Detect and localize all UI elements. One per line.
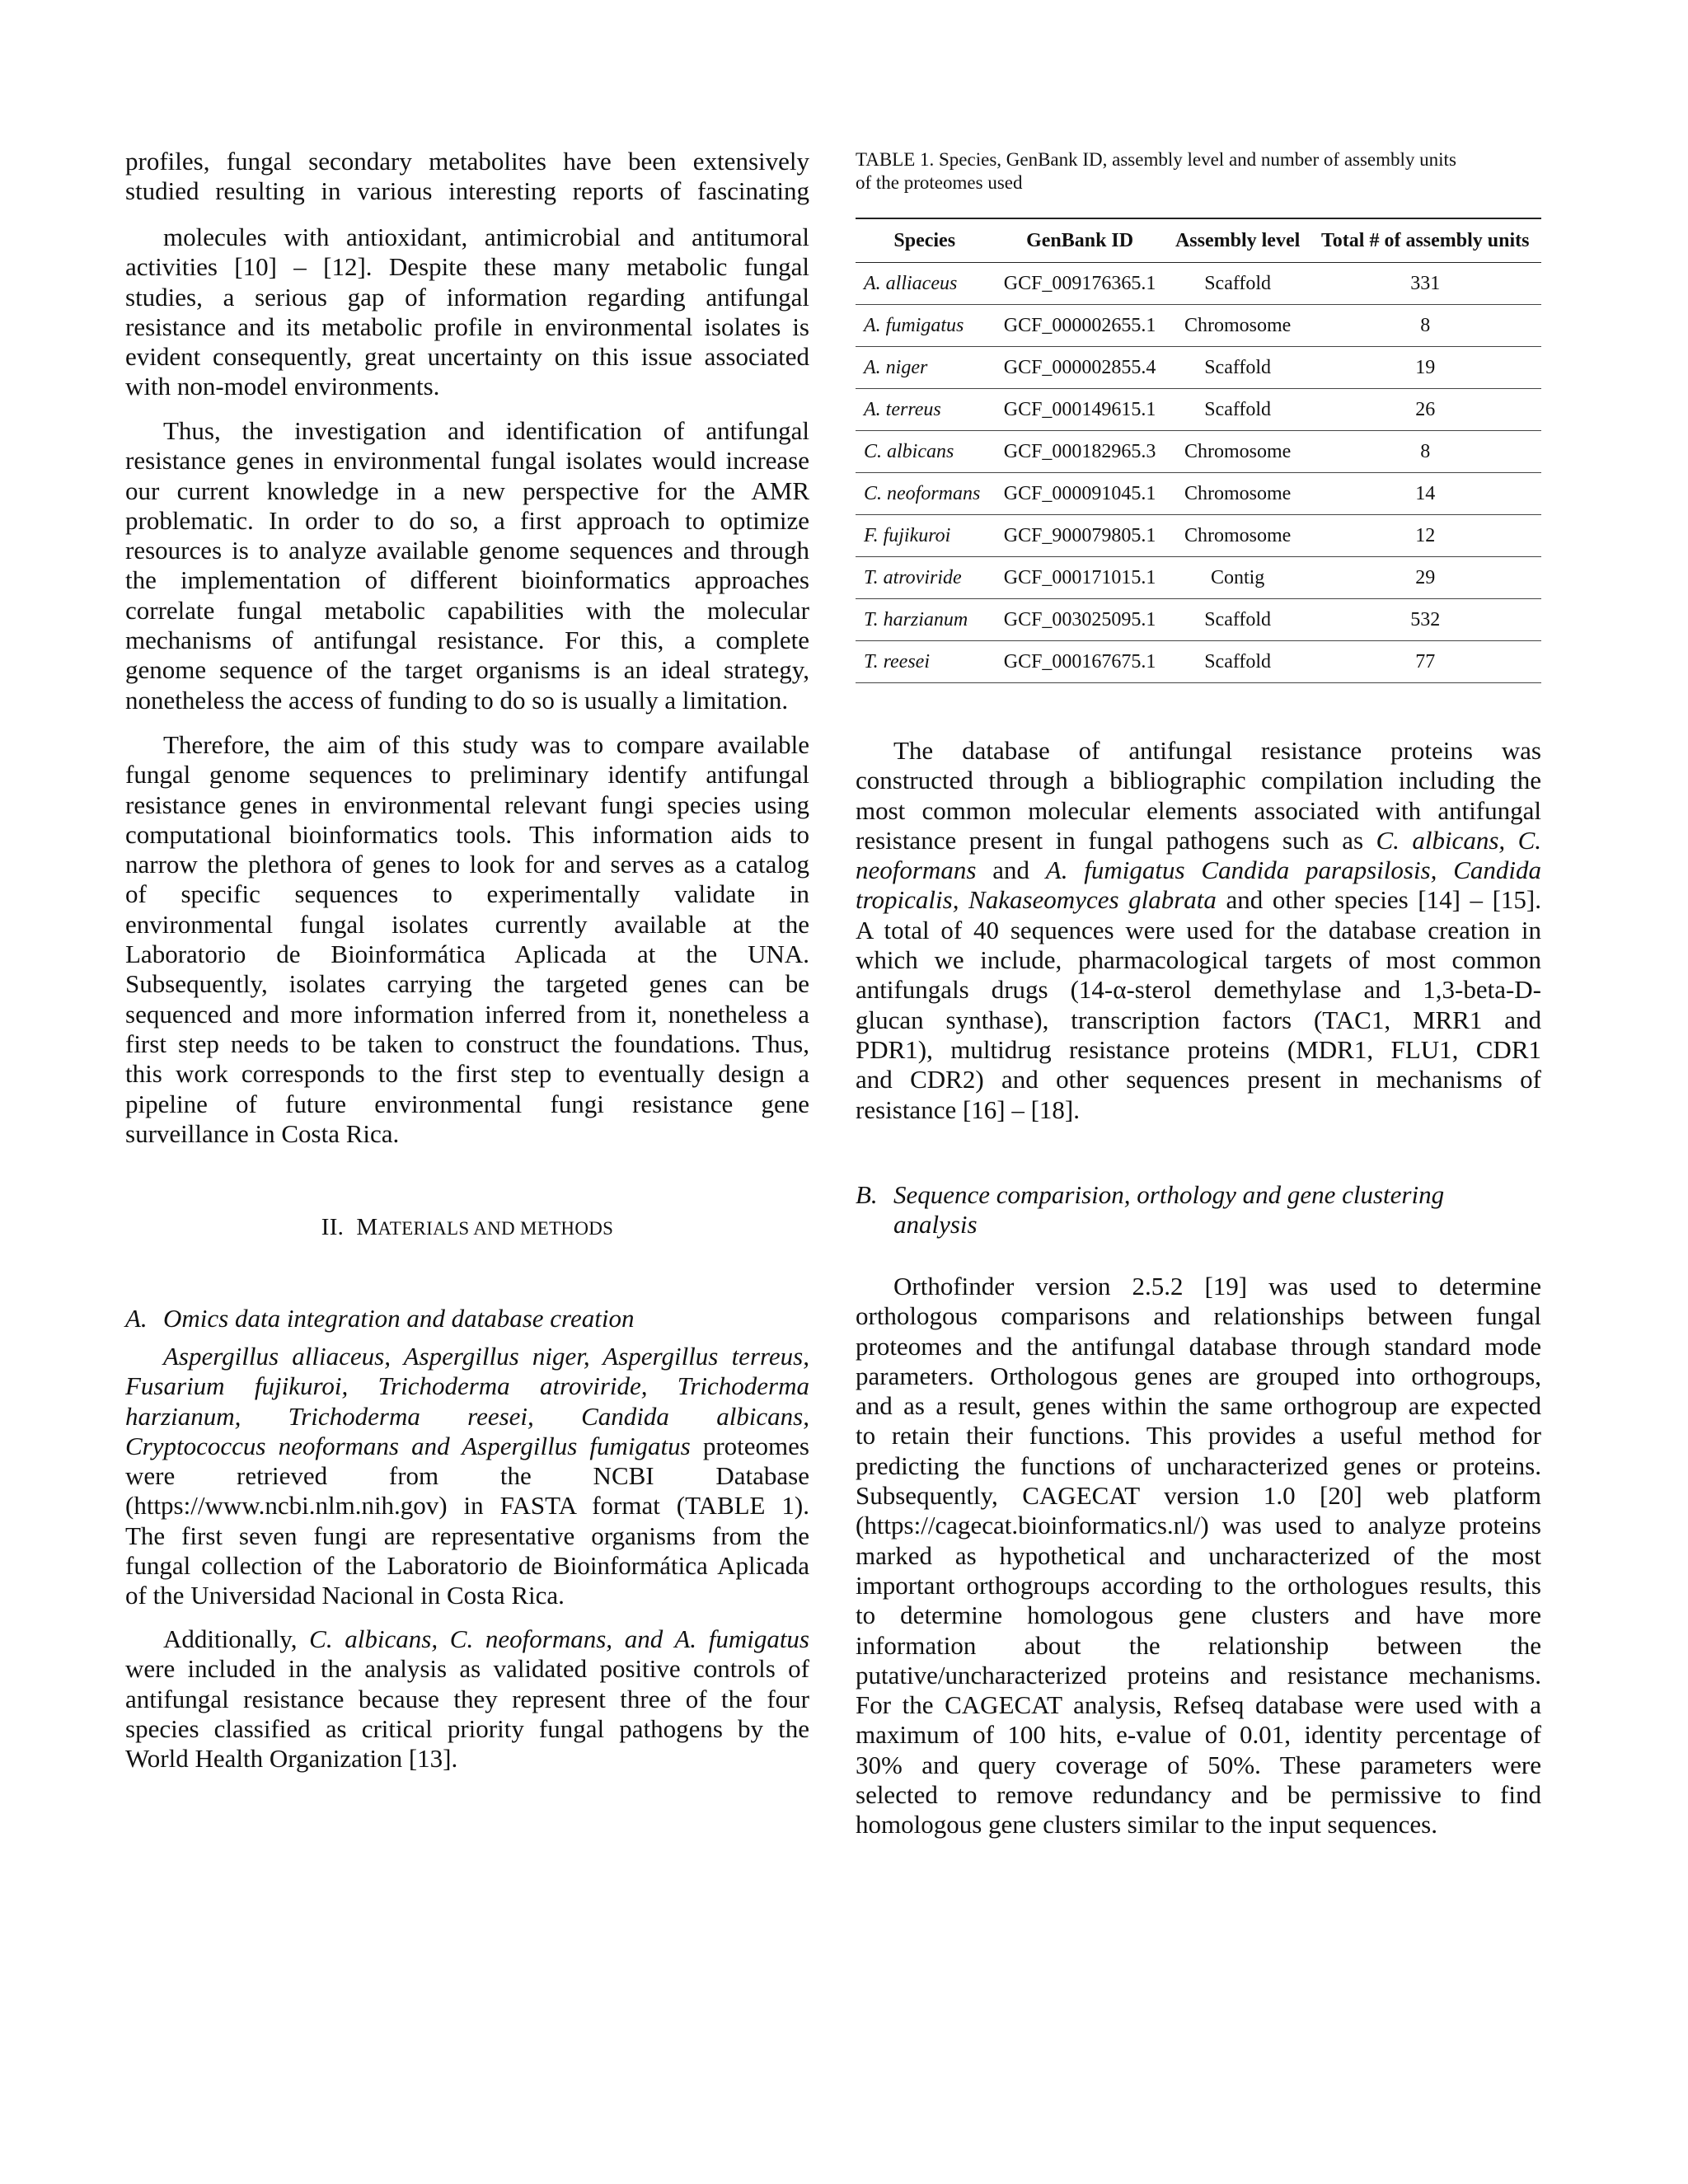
text-line: Orthofinder version 2.5.2 [19] was used to determine (893, 1272, 1541, 1301)
text-segment: and other species [14] – [15]. (1216, 885, 1541, 915)
text-line: glucan synthase), transcription factors (TAC1, MRR1 and (856, 1005, 1541, 1034)
text-line: activities [10] – [12]. Despite these many metabolic fungal (125, 252, 809, 282)
text-line: selected to remove redundancy and be permissive to find (856, 1780, 1541, 1810)
text-line: correlate fungal metabolic capabilities with the molecular (125, 595, 809, 625)
text-line: 30% and query coverage of 50%. These parameters were (856, 1750, 1541, 1779)
text-line: homologous gene clusters similar to the input sequences. (856, 1810, 1437, 1840)
text-line: putative/uncharacterized proteins and resistance mechanisms. (856, 1660, 1541, 1690)
text-line: evident consequently, great uncertainty on this issue associated (125, 342, 809, 372)
text-segment: Additionally, (163, 1624, 298, 1653)
table-cell: Scaffold (1166, 347, 1310, 389)
text-line: pipeline of future environmental fungi resistance gene (125, 1089, 809, 1118)
table-cell: T. harzianum (856, 599, 993, 641)
text-line: resistance genes in environmental fungal isolates would increase (125, 446, 809, 476)
species-names: tropicalis, Nakaseomyces glabrata (856, 885, 1217, 915)
subsection-b-title-continued: analysis (893, 1210, 978, 1239)
text-line: World Health Organization [13]. (125, 1744, 458, 1774)
text-line: first step needs to be taken to construct the foundations. Thus, (125, 1029, 809, 1058)
text-line: PDR1), multidrug resistance proteins (MDR1, FLU1, CDR1 (856, 1034, 1541, 1064)
text-line (856, 885, 1541, 915)
table-cell: A. terreus (856, 389, 993, 431)
table-cell: 532 (1310, 599, 1541, 641)
column-header: Assembly level (1166, 218, 1310, 263)
text-line: genome sequence of the target organisms is an ideal strategy, (125, 655, 809, 685)
table-cell: C. neoformans (856, 473, 993, 515)
species-names: A. fumigatus Candida parapsilosis, Candida (1045, 855, 1541, 885)
text-line: which we include, pharmacological targets of most common (856, 945, 1541, 975)
text-line: mechanisms of antifungal resistance. For this, a complete (125, 626, 809, 655)
table-caption (856, 148, 1541, 194)
species-table (856, 218, 1541, 683)
table-cell: 331 (1310, 263, 1541, 305)
text-line: For the CAGECAT analysis, Refseq database were used with a (856, 1690, 1541, 1720)
table-cell: 19 (1310, 347, 1541, 389)
table-row (856, 389, 1541, 431)
caption-line: of the proteomes used (856, 172, 1023, 193)
text-line (125, 1371, 809, 1401)
text-line: environmental fungal isolates currently available at the (125, 909, 809, 939)
text-line: Thus, the investigation and identification of antifungal (163, 416, 809, 445)
paragraph-database (856, 736, 1541, 1125)
section-heading (125, 1214, 809, 1241)
table-row (856, 473, 1541, 515)
species-names: C. albicans, C. (1376, 825, 1541, 855)
table-cell: Scaffold (1166, 389, 1310, 431)
text-line: to retain their functions. This provides a useful method for (856, 1421, 1541, 1451)
subsection-a-title: Omics data integration and database creation (163, 1304, 635, 1333)
text-segment: and (976, 855, 1046, 885)
table-cell: 12 (1310, 515, 1541, 557)
table-cell: T. atroviride (856, 557, 993, 599)
column-header: GenBank ID (993, 218, 1165, 263)
table-cell: GCF_000091045.1 (993, 473, 1165, 515)
text-line: narrow the plethora of genes to look for and serves as a catalog (125, 850, 809, 879)
table-cell: Scaffold (1166, 599, 1310, 641)
text-line (856, 855, 1541, 885)
table-cell: C. albicans (856, 431, 993, 473)
species-names: Cryptococcus neoformans and Aspergillus fumigatus (125, 1431, 691, 1460)
table-cell: GCF_000149615.1 (993, 389, 1165, 431)
text-line: nonetheless the access of funding to do so is usually a limitation. (125, 685, 789, 715)
table-cell: 77 (1310, 641, 1541, 683)
text-line: fungal collection of the Laboratorio de Bioinformática Aplicada (125, 1551, 809, 1581)
text-line: were included in the analysis as validated positive controls of (125, 1654, 809, 1684)
table-row (856, 599, 1541, 641)
table-body (856, 263, 1541, 683)
text-line (125, 1624, 809, 1654)
text-line: resources is to analyze available genome sequences and through (125, 536, 809, 565)
table-row (856, 263, 1541, 305)
text-line: resistance [16] – [18]. (856, 1094, 1081, 1124)
text-line: constructed through a bibliographic compilation including the (856, 766, 1541, 795)
text-line: marked as hypothetical and uncharacterized of the most (856, 1540, 1541, 1570)
table-cell: 14 (1310, 473, 1541, 515)
subsection-a-heading (125, 1304, 809, 1333)
text-line: profiles, fungal secondary metabolites have been extensively (125, 147, 809, 176)
table-cell: 8 (1310, 305, 1541, 347)
text-line (125, 1432, 809, 1461)
text-line: parameters. Orthologous genes are grouped into orthogroups, (856, 1361, 1541, 1390)
table-row (856, 515, 1541, 557)
text-line: species classified as critical priority fungal pathogens by the (125, 1713, 809, 1743)
paragraph-orthofinder (856, 1272, 1541, 1840)
subsection-a-label: A. (125, 1304, 148, 1333)
table-row (856, 347, 1541, 389)
paragraph-controls (125, 1624, 809, 1774)
text-line: fungal genome sequences to preliminary identify antifungal (125, 760, 809, 790)
species-names: harzianum, Trichoderma reesei, Candida albicans, (125, 1401, 809, 1431)
text-line: our current knowledge in a new perspective for the AMR (125, 476, 809, 505)
table-cell: GCF_000171015.1 (993, 557, 1165, 599)
text-line: antifungals drugs (14-α-sterol demethylase and 1,3-beta-D- (856, 975, 1541, 1005)
text-line: molecules with antioxidant, antimicrobial and antitumoral (163, 223, 809, 251)
table-cell: GCF_000002855.4 (993, 347, 1165, 389)
table-cell: Chromosome (1166, 515, 1310, 557)
text-line: surveillance in Costa Rica. (125, 1118, 400, 1148)
species-names: Aspergillus alliaceus, Aspergillus niger, Aspergillus terreus, (163, 1342, 809, 1371)
table-cell: F. fujikuroi (856, 515, 993, 557)
text-line: to determine homologous gene clusters and have more (856, 1601, 1541, 1630)
text-line: problematic. In order to do so, a first approach to optimize (125, 505, 809, 535)
text-line: most common molecular elements associated with antifungal (856, 795, 1541, 825)
text-line: Therefore, the aim of this study was to compare available (163, 730, 809, 759)
table-row (856, 431, 1541, 473)
text-line: this work corresponds to the first step to eventually design a (125, 1059, 809, 1089)
text-line: studied resulting in various interesting reports of fascinating (125, 176, 809, 206)
text-line: (https://cagecat.bioinformatics.nl/) was used to analyze proteins (856, 1511, 1541, 1540)
text-line: proteomes and the antifungal database through standard mode (856, 1331, 1541, 1361)
text-line: and as a result, genes within the same orthogroup are expected (856, 1391, 1541, 1421)
table-header-row (856, 218, 1541, 263)
section-title-initial: M (356, 1214, 378, 1240)
text-line: of specific sequences to experimentally validate in (125, 879, 809, 909)
table-cell: A. alliaceus (856, 263, 993, 305)
table-cell: GCF_000182965.3 (993, 431, 1165, 473)
text-segment: resistance present in fungal pathogens such as (856, 825, 1376, 855)
table-row (856, 641, 1541, 683)
table-cell: 29 (1310, 557, 1541, 599)
paragraph-continuation (125, 147, 809, 207)
subsection-b-label: B. (856, 1180, 878, 1209)
text-line: important orthogroups according to the orthologues results, this (856, 1570, 1541, 1600)
text-line: Laboratorio de Bioinformática Aplicada at the UNA. (125, 940, 809, 969)
table-cell: GCF_000002655.1 (993, 305, 1165, 347)
table-row (856, 305, 1541, 347)
species-names: neoformans (856, 855, 977, 885)
species-names: Fusarium fujikuroi, Trichoderma atroviride, Trichoderma (125, 1371, 809, 1401)
text-line: antifungal resistance because they represent three of the four (125, 1684, 809, 1713)
paragraph-molecules (125, 223, 809, 402)
table-cell: GCF_900079805.1 (993, 515, 1165, 557)
text-line (856, 826, 1541, 855)
table-cell: A. fumigatus (856, 305, 993, 347)
table-cell: A. niger (856, 347, 993, 389)
paragraph-aim (125, 730, 809, 1149)
table-cell: T. reesei (856, 641, 993, 683)
table-row (856, 557, 1541, 599)
text-line: resistance and its metabolic profile in environmental isolates is (125, 312, 809, 341)
table-cell: Scaffold (1166, 263, 1310, 305)
column-header: Species (856, 218, 993, 263)
text-line: were retrieved from the NCBI Database (125, 1461, 809, 1491)
text-line: (https://www.ncbi.nlm.nih.gov) in FASTA format (TABLE 1). (125, 1491, 809, 1521)
text-line: Subsequently, isolates carrying the targeted genes can be (125, 969, 809, 999)
text-line: predicting the functions of uncharacterized genes or proteins. (856, 1451, 1541, 1480)
text-line: The first seven fungi are representative organisms from the (125, 1521, 809, 1550)
section-title-rest: ATERIALS AND METHODS (377, 1218, 614, 1239)
text-line: of the Universidad Nacional in Costa Rica. (125, 1581, 565, 1610)
text-segment: proteomes (702, 1431, 809, 1460)
text-line: sequenced and more information inferred from it, nonetheless a (125, 999, 809, 1029)
subsection-b-heading (856, 1180, 1541, 1240)
subsection-b-title: Sequence comparision, orthology and gene clustering (893, 1180, 1445, 1209)
table-cell: GCF_000167675.1 (993, 641, 1165, 683)
species-names: C. albicans, C. neoformans, and A. fumigatus (309, 1624, 809, 1653)
table-cell: 8 (1310, 431, 1541, 473)
text-line: computational bioinformatics tools. This information aids to (125, 819, 809, 849)
paragraph-investigation (125, 416, 809, 715)
caption-line: TABLE 1. Species, GenBank ID, assembly level and number of assembly units (856, 149, 1456, 170)
table-cell: GCF_009176365.1 (993, 263, 1165, 305)
text-line: resistance genes in environmental relevant fungi species using (125, 790, 809, 819)
table-cell: Contig (1166, 557, 1310, 599)
text-line: and CDR2) and other sequences present in mechanisms of (856, 1065, 1541, 1094)
text-line: Subsequently, CAGECAT version 1.0 [20] web platform (856, 1481, 1541, 1511)
table-cell: GCF_003025095.1 (993, 599, 1165, 641)
text-line: information about the relationship between the (856, 1630, 1541, 1660)
table-cell: Scaffold (1166, 641, 1310, 683)
text-line: The database of antifungal resistance proteins was (893, 736, 1541, 765)
text-line (125, 1342, 809, 1371)
text-line: the implementation of different bioinformatics approaches (125, 565, 809, 595)
text-line: A total of 40 sequences were used for the database creation in (856, 915, 1541, 944)
column-header: Total # of assembly units (1310, 218, 1541, 263)
text-line: with non-model environments. (125, 372, 440, 401)
table-cell: 26 (1310, 389, 1541, 431)
text-line: maximum of 100 hits, e-value of 0.01, identity percentage of (856, 1720, 1541, 1750)
text-line: studies, a serious gap of information regarding antifungal (125, 282, 809, 312)
section-number: II. (321, 1214, 345, 1240)
table-cell: Chromosome (1166, 305, 1310, 347)
table-cell: Chromosome (1166, 473, 1310, 515)
text-line (125, 1402, 809, 1432)
paragraph-species-list (125, 1342, 809, 1611)
table-cell: Chromosome (1166, 431, 1310, 473)
text-line: orthologous comparisons and relationships between fungal (856, 1301, 1541, 1331)
